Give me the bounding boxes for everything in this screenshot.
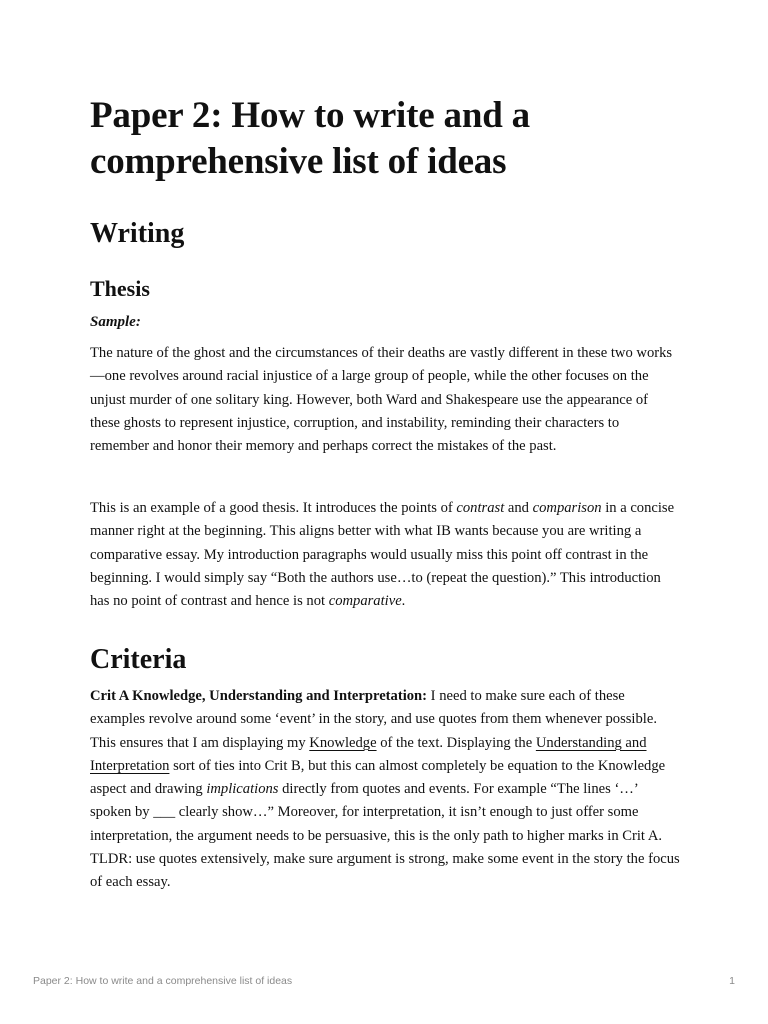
crit-a-text: I need to make sure each of these examples revolve around some ‘event’ in the story, and use quotes from them whenever possible. This ensures that I am displaying my [90,688,657,751]
commentary-text: in a concise manner right at the beginning. This aligns better with what IB wants because you are writing a comparative essay. My introduction paragraphs would usually miss this point off contrast in the beginning. I would simply say “Both the authors use…to (repeat the question).” This introduction has no point of contrast and hence is not [90,500,675,610]
page-number: 1 [729,975,735,987]
page-title: Paper 2: How to write and a comprehensive list of ideas [90,95,530,182]
knowledge-link[interactable]: Knowledge [309,734,377,751]
thesis-commentary-paragraph [90,497,680,613]
commentary-text: and [504,500,533,516]
sample-paragraph: The nature of the ghost and the circumstances of their deaths are vastly different in these two works—one revolves around racial injustice of a large group of people, while the other focuses on the unjust murder of one solitary king. However, both Ward and Shakespeare use the appearance of these ghosts to represent injustice, corruption, and instability, reminding their characters to remember and honor their memory and perhaps correct the mistakes of the past. [90,345,673,455]
commentary-text: . [401,593,406,610]
crit-a-text: directly from quotes and events. For example “The lines ‘…’ spoken by ___ clearly show…” Moreover, for interpretation, it isn’t enough to just offer some interpretation, the argument needs to be persuasive, this is the only path to higher marks in Crit A. TLDR: use quotes extensively, make sure argument is strong, make some event in the story the focus of each essay. [90,781,680,891]
crit-a-emphasis-implications: implications [206,781,279,798]
understanding-interpretation-link[interactable]: Understanding and Interpretation [90,734,647,774]
section-heading-criteria: Criteria [90,644,187,675]
commentary-text: This is an example of a good thesis. It introduces the points of [90,500,457,516]
commentary-emphasis-contrast: contrast [456,500,505,516]
subsection-heading-thesis: Thesis [90,276,150,301]
commentary-emphasis-comparison: comparison [532,500,602,516]
commentary-emphasis-comparative: comparative [328,593,402,610]
sample-label: Sample: [90,314,141,330]
crit-a-label: Crit A Knowledge, Understanding and Interpretation: [90,688,428,704]
section-heading-writing: Writing [90,218,185,249]
crit-a-paragraph [90,685,680,895]
footer-title: Paper 2: How to write and a comprehensive list of ideas [33,975,293,987]
crit-a-text: of the text. Displaying the [376,734,536,751]
crit-a-text: sort of ties into Crit B, but this can almost completely be equation to the Knowledge aspect and drawing [90,757,666,798]
